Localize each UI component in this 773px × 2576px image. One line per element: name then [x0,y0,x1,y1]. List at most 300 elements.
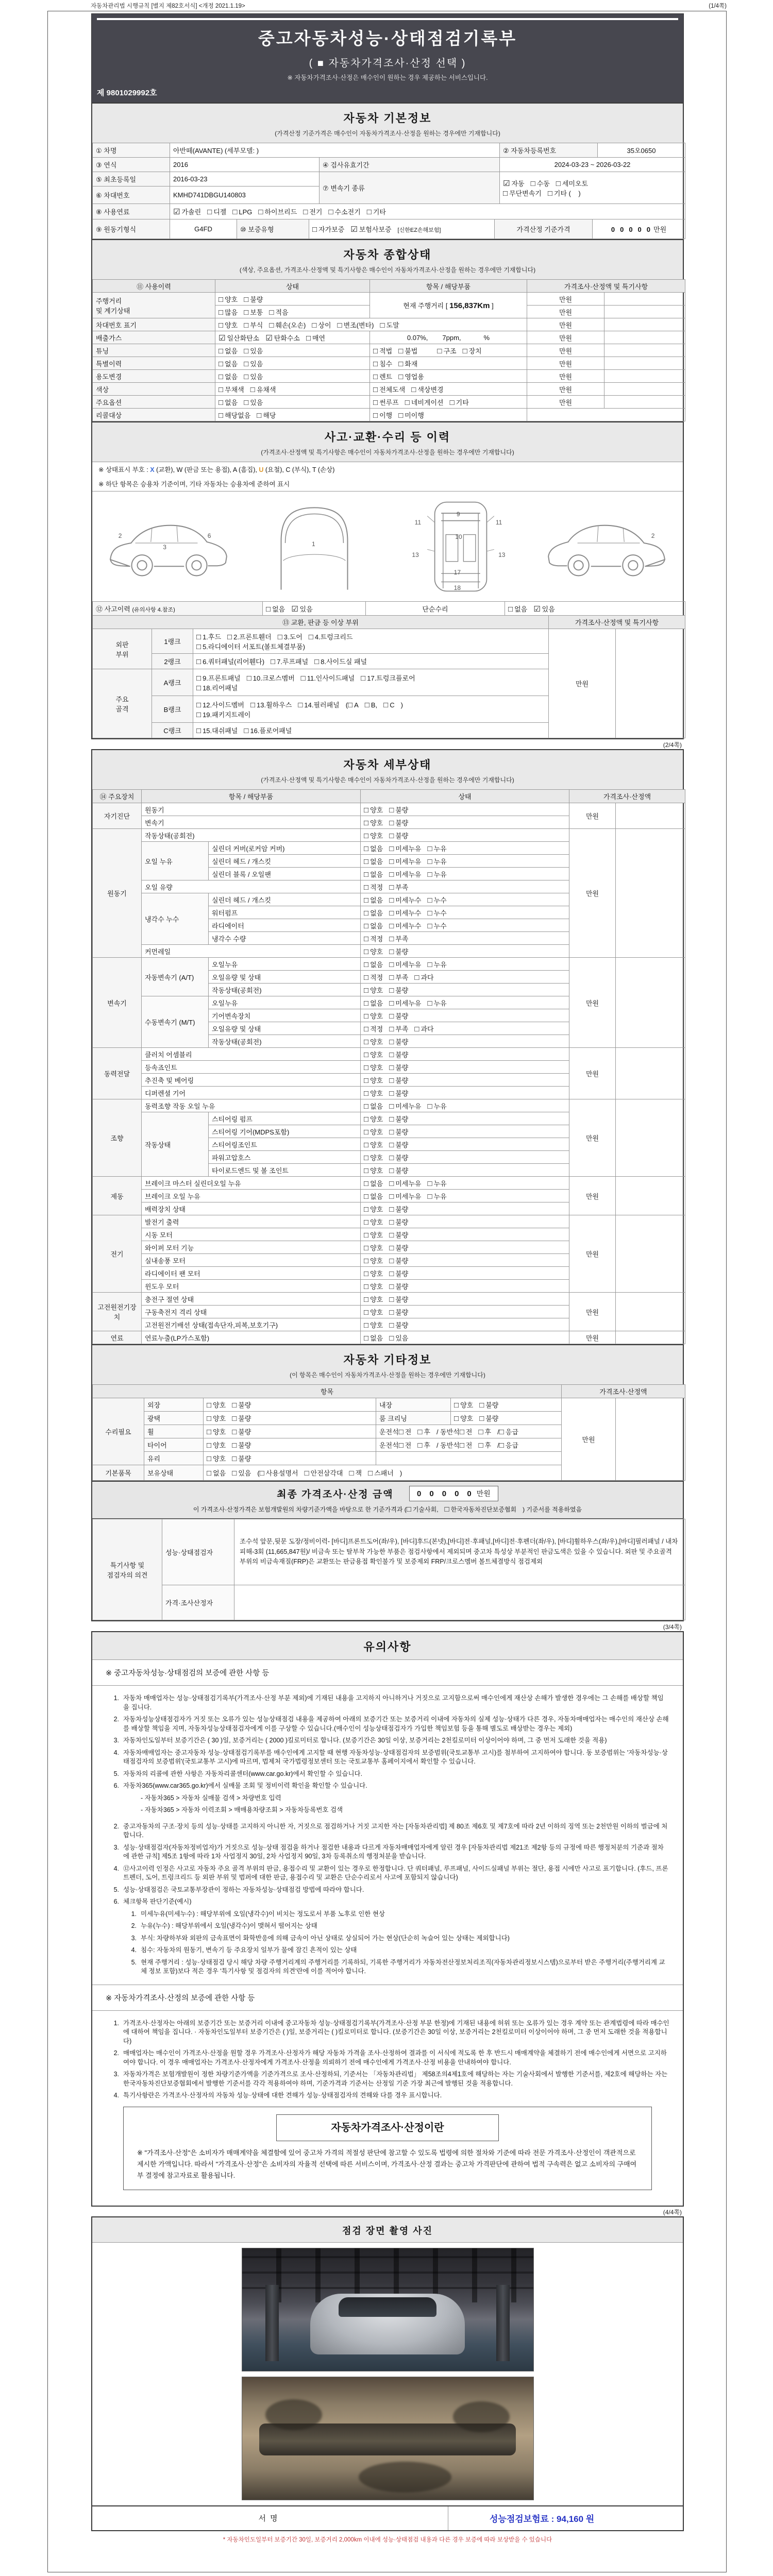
checkbox-option[interactable] [373,359,392,368]
checkbox-option[interactable] [219,359,238,368]
checkbox-option[interactable] [389,1101,421,1111]
checkbox-icon: □ [364,1037,369,1046]
checkbox-option[interactable] [232,208,252,216]
checkbox-option[interactable] [250,700,292,709]
checkbox-option[interactable] [478,1427,491,1436]
checkbox-option[interactable] [364,1294,383,1304]
checkbox-icon: □ [389,870,394,879]
checkbox-option[interactable] [364,998,383,1008]
section-title: 점검 장면 촬영 사진 [342,2225,433,2236]
checkbox-label: 없음 [370,1102,383,1110]
checkbox-option[interactable] [207,207,226,216]
checkbox-option[interactable] [399,1427,412,1436]
text: 유리 [147,1455,161,1463]
checkbox-option[interactable] [373,346,392,355]
checkbox-option[interactable] [389,805,408,815]
checkbox-option[interactable] [219,333,259,343]
table-cell [527,331,604,344]
checkbox-option[interactable] [389,818,408,827]
checkbox-icon: □ [207,1469,212,1478]
checkbox-option[interactable] [383,701,394,709]
divider [97,18,678,20]
table-cell [170,143,500,158]
checkbox-option[interactable] [373,397,399,407]
checkbox-option[interactable] [389,1268,408,1278]
checkbox-option[interactable] [427,895,446,905]
checkbox-option[interactable] [250,384,276,394]
text: ( [257,1469,260,1477]
checkbox-option[interactable] [479,1400,498,1410]
checkbox-option[interactable] [364,1153,383,1162]
checkbox-option[interactable] [219,371,238,381]
checkbox-icon: □ [389,1037,394,1046]
checkbox-icon: □ [547,189,552,198]
checkbox-option[interactable] [389,856,421,866]
checkbox-label: 양호 [370,947,383,956]
checkbox-label: 양호 [213,1415,226,1422]
text: 내장 [379,1401,393,1409]
checkbox-option[interactable] [207,1440,226,1450]
checkbox-icon: □ [389,857,394,866]
checkbox-option[interactable] [364,1127,383,1137]
checkbox-label: 훼손(오손) [275,321,306,329]
checkbox-label: 있음 [250,372,263,381]
checkbox-option[interactable] [207,1453,226,1463]
checkbox-icon: □ [196,673,201,683]
checkbox-option[interactable] [373,371,392,381]
checkbox-icon: □ [364,1089,369,1098]
checkbox-option[interactable] [196,700,244,709]
checkbox-option[interactable] [389,1037,408,1046]
checkbox-option[interactable] [364,895,383,905]
checkbox-option[interactable] [364,869,383,879]
checkbox-icon: □ [259,1469,264,1478]
checkbox-option[interactable] [556,178,588,188]
table-cell [593,219,685,239]
checkbox-option[interactable] [389,1153,408,1162]
checkbox-option[interactable] [389,998,421,1008]
checkbox-option[interactable] [398,371,424,381]
checkbox-option[interactable] [389,921,421,930]
checkbox-option[interactable] [364,1075,383,1085]
checkbox-option[interactable] [269,307,288,317]
checkbox-option[interactable] [266,604,285,614]
checkbox-option[interactable] [389,1281,408,1291]
notices-section [91,1631,684,2207]
checkbox-option[interactable] [227,632,272,641]
checkbox-option[interactable] [427,921,446,930]
checkbox-icon: □ [389,805,394,815]
checkbox-option[interactable] [364,1011,383,1021]
table-cell [93,396,215,409]
checkbox-option[interactable] [361,673,415,683]
checkbox-option[interactable] [196,725,238,735]
checkbox-label: 잭 [355,1469,362,1477]
checkbox-option[interactable] [207,1413,226,1423]
checkbox-option[interactable] [414,1024,433,1033]
checkbox-option[interactable] [454,1400,473,1410]
checkbox-option[interactable] [219,294,238,304]
checkbox-option[interactable] [364,818,383,827]
checkbox-option[interactable] [389,1165,408,1175]
checkbox-option[interactable] [364,972,383,982]
checkbox-option[interactable] [427,1178,446,1188]
table-cell [376,1412,451,1425]
checkbox-option[interactable] [247,673,295,683]
checkbox-option[interactable] [364,1037,383,1046]
checkbox-option[interactable] [389,1075,408,1085]
checkbox-option[interactable] [454,1413,473,1423]
checkbox-option[interactable] [427,959,446,969]
checkbox-option[interactable] [478,1440,491,1450]
text: 점검자의 의견 [107,1571,148,1579]
checkbox-option[interactable] [314,656,367,666]
checkbox-option[interactable] [427,1191,446,1201]
checkbox-icon: □ [389,1308,394,1317]
checkbox-option[interactable] [533,604,555,614]
checkbox-option[interactable] [232,1427,251,1436]
checkbox-option[interactable] [389,843,421,853]
checkbox-option[interactable] [407,1505,439,1514]
checkbox-option[interactable] [389,1140,408,1149]
checkbox-icon: □ [232,1454,237,1463]
checkbox-option[interactable] [364,1101,383,1111]
checkbox-option[interactable] [389,1088,408,1098]
checkbox-option[interactable] [389,972,408,982]
checkbox-option[interactable] [463,346,482,355]
checkbox-option[interactable] [306,333,325,343]
checkbox-option[interactable] [389,908,421,918]
checkbox-icon: □ [364,883,369,892]
column-header [569,790,685,803]
checkbox-option[interactable] [207,1427,226,1436]
checkbox-option[interactable] [364,1178,383,1188]
checkbox-icon: □ [300,673,306,683]
notice-number [123,1794,137,1803]
checkbox-label: 스패너 [374,1469,394,1477]
final-price-section [91,1481,684,1519]
checkbox-option[interactable] [196,683,238,692]
checkbox-option[interactable] [364,882,383,892]
checkbox-option[interactable] [244,320,263,330]
checkbox-option[interactable] [389,1217,408,1227]
checkbox-option[interactable] [364,1140,383,1149]
status-options [361,1112,569,1125]
checkbox-option[interactable] [364,1204,383,1214]
checkbox-option[interactable] [269,320,306,330]
checkbox-option[interactable] [389,959,421,969]
checkbox-option[interactable] [364,1256,383,1265]
checkbox-option[interactable] [232,1440,251,1450]
checkbox-option[interactable] [364,1333,383,1343]
checkbox-option[interactable] [508,604,527,614]
checkbox-option[interactable] [411,384,443,394]
checkbox-icon: □ [246,673,251,683]
checkbox-option[interactable] [260,1468,298,1478]
checkbox-option[interactable] [364,1217,383,1227]
checkbox-icon: □ [389,973,394,982]
checkbox-option[interactable] [417,1427,430,1436]
checkbox-option[interactable] [303,207,322,216]
checkbox-option[interactable] [291,604,313,614]
checkbox-label: 불량 [395,1012,409,1020]
notice-subitem [123,1806,669,1815]
checkbox-option[interactable] [350,224,391,234]
checkbox-option[interactable] [427,908,446,918]
table-cell [215,344,370,357]
checkbox-option[interactable] [373,384,405,394]
checkbox-option[interactable] [373,410,392,420]
overall-status-header [92,240,683,280]
checkbox-option[interactable] [257,410,276,420]
text: 만원 [559,308,573,316]
checkbox-option[interactable] [219,384,244,394]
checkbox-option[interactable] [365,701,377,709]
checkbox-option[interactable] [398,346,417,355]
checkbox-option[interactable] [389,985,408,995]
checkbox-option[interactable] [389,895,421,905]
checkbox-option[interactable] [364,959,383,969]
checkbox-option[interactable] [309,632,353,641]
text: 기본품목 [105,1469,131,1477]
checkbox-option[interactable] [389,869,421,879]
checkbox-option[interactable] [364,805,383,815]
notice-item [106,1782,669,1791]
checkbox-option[interactable] [364,934,383,943]
notice-number: 3. [113,1843,119,1851]
checkbox-option[interactable] [389,934,408,943]
checkbox-option[interactable] [258,207,297,216]
checkbox-option[interactable] [445,1505,517,1514]
checkbox-option[interactable] [389,1204,408,1214]
checkbox-option[interactable] [244,397,263,407]
checkbox-option[interactable] [389,882,408,892]
checkbox-option[interactable] [312,224,344,234]
checkbox-label: 1.후드 [203,633,222,641]
checkbox-option[interactable] [460,1440,473,1450]
checkbox-option[interactable] [414,972,433,982]
checkbox-option[interactable] [312,320,331,330]
checkbox-option[interactable] [244,294,263,304]
checkbox-option[interactable] [232,1468,251,1478]
checkbox-option[interactable] [479,1413,498,1423]
table [92,615,685,629]
checkbox-option[interactable] [389,1243,408,1252]
checkbox-option[interactable] [364,1049,383,1059]
checkbox-option[interactable] [305,1468,343,1478]
checkbox-option[interactable] [389,1294,408,1304]
checkbox-option[interactable] [232,1400,251,1410]
checkbox-option[interactable] [427,998,446,1008]
checkbox-option[interactable] [364,1062,383,1072]
price-cell: 만원 [569,829,616,958]
checkbox-label: 불량 [485,1401,499,1409]
checkbox-option[interactable] [271,656,308,666]
checkbox-option[interactable] [364,908,383,918]
checkbox-option[interactable] [364,1243,383,1252]
checkbox-option[interactable] [503,188,542,198]
checkbox-option[interactable] [367,207,386,216]
table-cell [527,357,604,370]
checkbox-option[interactable] [389,946,408,956]
checkbox-icon: □ [389,895,394,905]
checkbox-option[interactable] [499,1427,518,1436]
checkbox-option[interactable] [364,1281,383,1291]
table-cell [320,172,500,204]
checkbox-label: 불법 [405,347,418,355]
checkbox-option[interactable] [364,921,383,930]
checkbox-option[interactable] [207,1400,226,1410]
text: 0 [629,226,633,233]
checkbox-option[interactable] [389,1114,408,1124]
status-options [361,1215,569,1228]
checkbox-option[interactable] [499,1440,518,1450]
checkbox-option[interactable] [196,673,241,683]
text: 성능·상태점검자 [165,1549,213,1556]
checkbox-option[interactable] [389,1024,408,1033]
checkbox-option[interactable] [219,397,238,407]
checkbox-option[interactable] [460,1427,473,1436]
checkbox-option[interactable] [364,1088,383,1098]
checkbox-option[interactable] [232,1413,251,1423]
checkbox-option[interactable] [389,1178,421,1188]
checkbox-option[interactable] [196,709,250,719]
checkbox-option[interactable] [389,1049,408,1059]
checkbox-option[interactable] [399,1440,412,1450]
checkbox-label: LPG [239,208,253,216]
checkbox-option[interactable] [196,641,305,651]
status-options [361,868,569,880]
checkbox-option[interactable] [345,700,359,709]
checkbox-option[interactable] [349,1468,362,1478]
item-label: 고전원전기배선 상태(접속단자,피복,보호기구) [142,1318,361,1331]
table-cell [309,219,495,239]
checkbox-option[interactable] [427,1101,446,1111]
checkbox-option[interactable] [219,410,250,420]
text: 항목 / 해당부품 [426,282,471,291]
checkbox-option[interactable] [389,1320,408,1330]
checkbox-option[interactable] [389,831,408,840]
checkbox-option[interactable] [278,632,303,641]
checkbox-option[interactable] [173,207,201,216]
checkbox-option[interactable] [389,1230,408,1240]
checkbox-label: C [390,701,395,709]
checkbox-option[interactable] [232,1453,251,1463]
checkbox-option[interactable] [389,1191,421,1201]
checkbox-option[interactable] [364,1024,383,1033]
checkbox-option[interactable] [389,1127,408,1137]
checkbox-icon: □ [349,1469,354,1478]
checkbox-option[interactable] [389,1333,408,1343]
table-cell [451,1412,562,1425]
checkbox-option[interactable] [244,725,292,735]
checkbox-option[interactable] [427,843,446,853]
checkbox-label: 도말 [386,321,399,329]
checkbox-option[interactable] [219,346,238,355]
checkbox-option[interactable] [244,346,263,355]
checkbox-option[interactable] [301,673,355,683]
checkbox-option[interactable] [219,320,238,330]
checkbox-option[interactable] [364,1307,383,1317]
text: (요철), [263,466,286,473]
checkbox-option[interactable] [219,307,238,317]
checkbox-option[interactable] [364,856,383,866]
checkbox-option[interactable] [207,1468,226,1478]
checkbox-option[interactable] [244,307,263,317]
final-price-note [92,1505,683,1514]
checkbox-option[interactable] [338,320,374,330]
text: 가격조사·산정액 및 특기사항 [564,282,648,291]
notices-header [92,1632,683,1660]
checkbox-option[interactable] [364,831,383,840]
checkbox-option[interactable] [450,397,469,407]
checkbox-option[interactable] [298,700,339,709]
checkbox-option[interactable] [531,178,550,188]
underbody-shadow [359,2462,451,2493]
price-note-cell [616,1215,685,1293]
table-cell [500,158,685,172]
checkbox-label: 누수 [433,922,447,930]
checkbox-option[interactable] [328,207,360,216]
checkbox-option[interactable] [398,410,424,420]
table-cell [93,1465,144,1481]
notice-item [106,2091,669,2100]
checkbox-option[interactable] [389,1307,408,1317]
checkbox-option[interactable] [364,1165,383,1175]
table-cell [215,318,527,331]
checkbox-option[interactable] [265,333,300,343]
checkbox-option[interactable] [427,869,446,879]
sub-group-label: 자동변속기 (A/T) [142,958,209,996]
checkbox-option[interactable] [364,1230,383,1240]
checkbox-option[interactable] [389,1011,408,1021]
notices-subheading-1: ※ 중고자동차성능·상태점검의 보증에 관한 사항 등 [106,1669,270,1677]
checkbox-option[interactable] [364,1191,383,1201]
table-cell [93,158,170,172]
checkbox-icon: □ [364,1076,369,1085]
checkbox-option[interactable] [364,843,383,853]
checkbox-option[interactable] [503,178,525,188]
checkbox-option[interactable] [364,1114,383,1124]
checkbox-option[interactable] [368,1468,394,1478]
item-label: 오일유량 및 상태 [209,971,361,984]
checkbox-option[interactable] [196,656,264,666]
checkbox-option[interactable] [364,985,383,995]
diagram-part-number: 10 [455,533,462,540]
checkbox-option[interactable] [389,1256,408,1265]
checkbox-option[interactable] [437,346,456,355]
checkbox-option[interactable] [398,359,417,368]
checkbox-option[interactable] [389,1062,408,1072]
checkbox-option[interactable] [364,1320,383,1330]
checkbox-option[interactable] [364,1268,383,1278]
table-cell [144,1412,204,1425]
checkbox-option[interactable] [196,632,221,641]
table-cell [549,616,685,629]
table [92,204,685,219]
status-options [361,1164,569,1177]
checkbox-option[interactable] [364,946,383,956]
checkbox-option[interactable] [244,371,263,381]
checkbox-option[interactable] [405,397,444,407]
checkbox-option[interactable] [380,320,399,330]
checkbox-option[interactable] [427,856,446,866]
checkbox-option[interactable] [244,359,263,368]
checkbox-option[interactable] [417,1440,430,1450]
text: 운전석 [379,1442,399,1449]
accident-history-section [91,421,684,739]
checkbox-option[interactable] [548,188,581,198]
